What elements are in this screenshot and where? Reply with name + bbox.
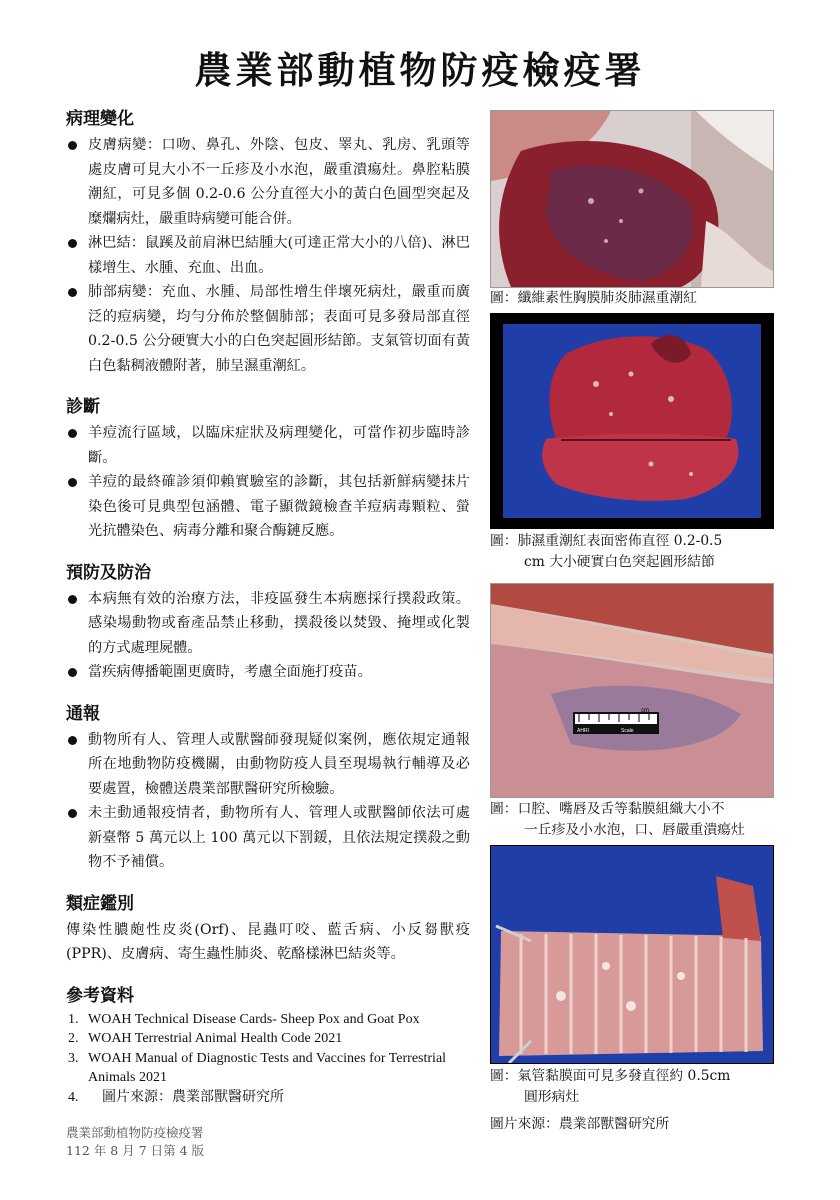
section-heading: 參考資料 <box>66 985 134 1006</box>
ruler-scale-label: Scale <box>621 728 634 734</box>
reference-item: 1. WOAH Technical Disease Cards- Sheep Pox and Goat Pox <box>68 1011 420 1027</box>
footer-edition: 112 年 8 月 7 日第 4 版 <box>66 1143 205 1158</box>
list-item: 當疾病傳播範圍更廣時，考慮全面施打疫苗。 <box>66 660 470 685</box>
section-heading: 類症鑑別 <box>66 893 134 914</box>
section-heading: 診斷 <box>66 397 100 417</box>
photo-lung-nodules <box>490 313 774 529</box>
bullet-icon <box>68 809 77 818</box>
left-column <box>66 104 470 1121</box>
section-heading: 病理變化 <box>66 109 134 129</box>
trachea-illustration <box>491 846 773 1063</box>
reference-item: 4. 圖片來源：農業部獸醫研究所 <box>68 1089 284 1105</box>
photo-lung-pleuropneumonia <box>490 110 774 288</box>
section-heading: 預防及防治 <box>66 562 151 583</box>
image-source: 圖片來源：農業部獸醫研究所 <box>490 1116 670 1132</box>
caption-1: 圖：纖維素性胸膜肺炎肺濕重潮紅 <box>490 290 697 306</box>
page-title: 農業部動植物防疫檢疫署 <box>194 48 646 92</box>
list-item: 動物所有人、管理人或獸醫師發現疑似案例，應依規定通報所在地動物防疫機關，由動物防疫人員至現場執行輔導及必要處置，檢體送農業部獸醫研究所檢驗。 <box>66 728 470 802</box>
bullet-icon <box>68 736 77 745</box>
section-pathology <box>66 104 470 378</box>
bullet-icon <box>68 478 77 487</box>
reference-item: 3. WOAH Manual of Diagnostic Tests and Vaccines for Terrestrial Animals 2021 <box>68 1050 447 1085</box>
caption-2: 圖：肺濕重潮紅表面密佈直徑 0.2-0.5 cm 大小硬實白色突起圓形結節 <box>490 533 723 570</box>
caption-3: 圖：口腔、嘴唇及舌等黏膜組織大小不 一丘疹及小水泡，口、唇嚴重潰瘍灶 <box>490 801 745 838</box>
list-item: 未主動通報疫情者，動物所有人、管理人或獸醫師依法可處新臺幣 5 萬元以上 100 萬元以下罰鍰，且依法規定撲殺之動物不予補償。 <box>66 801 470 875</box>
section-report <box>66 699 470 875</box>
section-references <box>66 981 470 1108</box>
list-item: 本病無有效的治療方法，非疫區發生本病應採行撲殺政策。感染場動物或畜產品禁止移動，撲殺後以焚毀、掩埋或化製的方式處理屍體。 <box>66 587 470 661</box>
caption-4: 圖：氣管黏膜面可見多發直徑約 0.5cm 圓形病灶 圖片來源：農業部獸醫研究所 <box>490 1066 780 1135</box>
list-item: 皮膚病變：口吻、鼻孔、外陰、包皮、睪丸、乳房、乳頭等處皮膚可見大小不一丘疹及小水泡，嚴重潰瘍灶。鼻腔粘膜潮紅，可見多個 0.2-0.6 公分直徑大小的黃白色圓型突起及糜爛病灶，嚴重時病變可能合併。 <box>66 133 470 231</box>
bullet-icon <box>68 429 77 438</box>
list-item: 羊痘的最終確診須仰賴實驗室的診斷，其包括新鮮病變抹片染色後可見典型包涵體、電子顯微鏡檢查羊痘病毒顆粒、螢光抗體染色、病毒分離和聚合酶鏈反應。 <box>66 470 470 544</box>
footer-org: 農業部動植物防疫檢疫署 <box>66 1125 204 1140</box>
section-diagnosis <box>66 392 470 544</box>
lung-nodules-illustration <box>491 314 773 528</box>
differential-text: 傳染性膿皰性皮炎(Orf)、昆蟲叮咬、藍舌病、小反芻獸疫(PPR)、皮膚病、寄生蟲性肺炎、乾酪樣淋巴結炎等。 <box>66 921 470 962</box>
bullet-icon <box>68 595 77 604</box>
bullet-icon <box>68 239 77 248</box>
list-item: 肺部病變：充血、水腫、局部性增生伴壞死病灶，嚴重而廣泛的痘病變，均勻分佈於整個肺部；表面可見多發局部直徑 0.2-0.5 公分硬實大小的白色突起圓形結節。支氣管切面有黃白色黏稠液體附著，肺呈濕重潮紅。 <box>66 280 470 378</box>
bullet-icon <box>68 288 77 297</box>
lung-photo-illustration <box>491 111 773 287</box>
list-item: 淋巴結：鼠蹊及前肩淋巴結腫大(可達正常大小的八倍)、淋巴樣增生、水腫、充血、出血。 <box>66 231 470 280</box>
bullet-icon <box>68 141 77 150</box>
ruler-brand-label: AHRI <box>577 728 589 734</box>
photo-oral-cavity <box>490 583 774 798</box>
bullet-icon <box>68 668 77 677</box>
ruler-unit-label: cm <box>641 708 649 714</box>
section-differential <box>66 889 470 967</box>
photo-trachea <box>490 845 774 1064</box>
oral-cavity-illustration <box>491 584 773 797</box>
section-heading: 通報 <box>66 703 100 724</box>
reference-item: 2. WOAH Terrestrial Animal Health Code 2021 <box>68 1031 343 1046</box>
section-prevention <box>66 558 470 685</box>
list-item: 羊痘流行區域，以臨床症狀及病理變化，可當作初步臨時診斷。 <box>66 421 470 470</box>
footer <box>66 1124 204 1160</box>
